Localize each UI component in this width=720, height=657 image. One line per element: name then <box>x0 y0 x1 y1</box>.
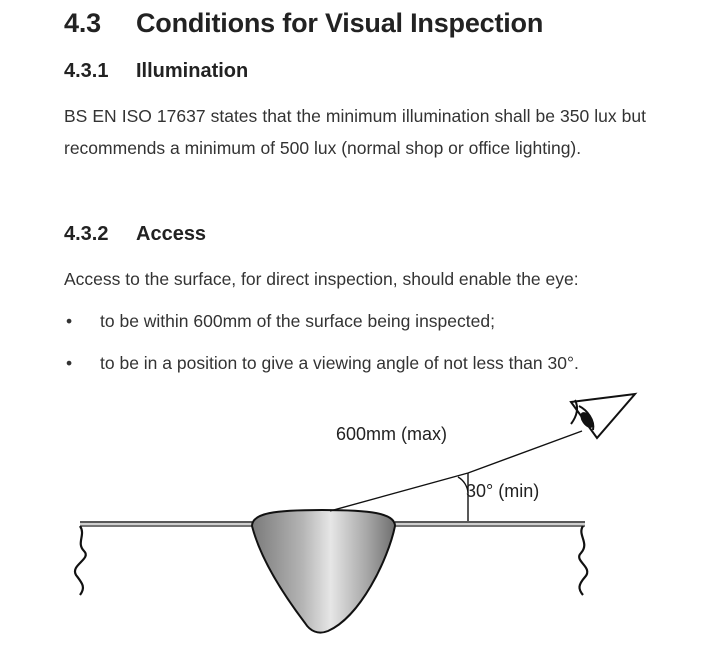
subsection-title: Access <box>136 223 207 245</box>
list-item-text: to be within 600mm of the surface being inspected; <box>100 311 495 331</box>
subsection-number: 4.3.1 <box>64 60 109 82</box>
bullet-icon: • <box>66 311 73 331</box>
section-heading <box>64 8 543 39</box>
access-intro: Access to the surface, for direct inspection, should enable the eye: <box>64 269 579 289</box>
bullet-icon: • <box>66 353 73 373</box>
sight-line-upper <box>468 431 582 473</box>
inspection-diagram <box>0 385 720 657</box>
section-title: Conditions for Visual Inspection <box>136 8 544 38</box>
section-number: 4.3 <box>64 8 101 38</box>
illumination-paragraph: BS EN ISO 17637 states that the minimum illumination shall be 350 lux but recommends a minimum of 500 lux (normal shop or office lighting). <box>64 106 646 158</box>
list-item-text: to be in a position to give a viewing angle of not less than 30°. <box>100 353 579 373</box>
right-plate <box>395 522 587 595</box>
break-line-right <box>579 526 587 595</box>
weld-bead <box>252 510 395 633</box>
subsection-heading-illumination <box>64 60 248 83</box>
distance-label: 600mm (max) <box>336 424 448 444</box>
left-plate <box>75 522 252 595</box>
subsection-title: Illumination <box>136 60 249 82</box>
angle-label: 30° (min) <box>466 481 540 501</box>
subsection-number: 4.3.2 <box>64 223 109 245</box>
subsection-heading-access <box>64 223 206 246</box>
sight-line <box>330 473 468 511</box>
break-line-left <box>75 526 86 595</box>
